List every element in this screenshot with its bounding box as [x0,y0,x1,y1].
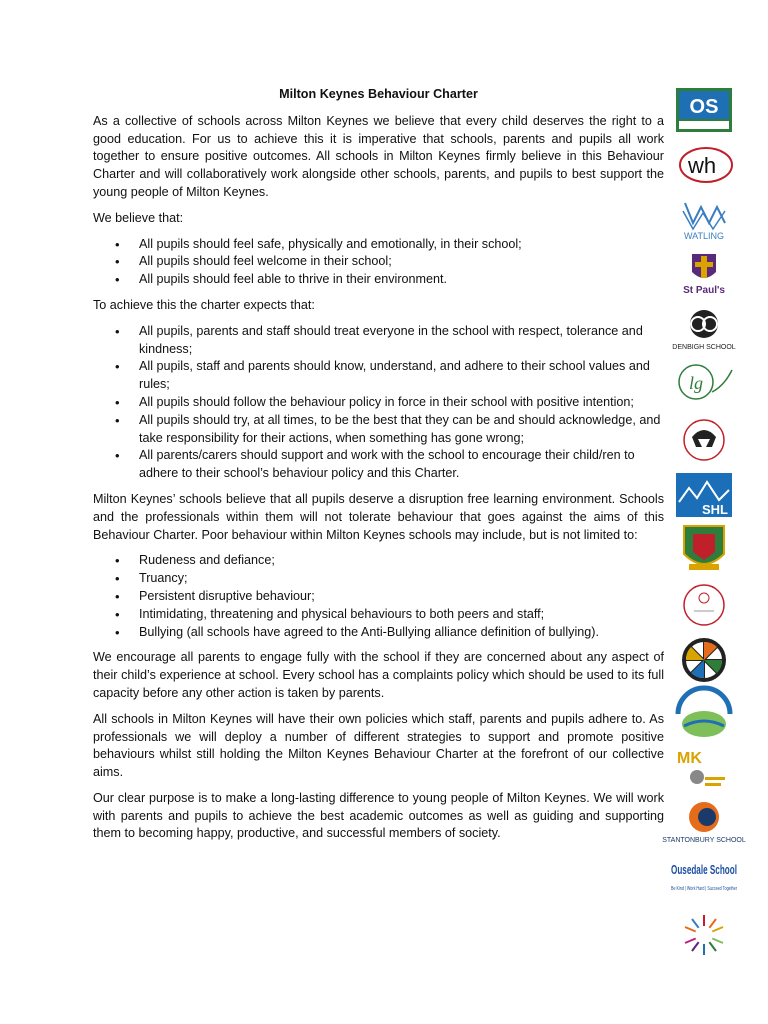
charter-text [93,86,664,851]
list-item: • All pupils should try, at all times, to be the best that they can be and should acknowledge, and take responsibility for their actions, when something has gone wrong; [139,412,664,448]
list-item: • All pupils, parents and staff should treat everyone in the school with respect, tolerance and kindness; [139,323,664,359]
oakgrove-logo [674,86,734,133]
stantonbury-logo [662,801,746,848]
ousedale-logo [671,856,738,903]
policies-paragraph: All schools in Milton Keynes will have their own policies which staff, parents and pupils adhere to. As professionals we will deploy a number of different strategies to support and promote positive behaviours whilst still holding the Milton Keynes Behaviour Charter at the forefront of our collective aims. [93,711,664,780]
list-item: • Bullying (all schools have agreed to the Anti-Bullying alliance definition of bullying). [139,624,664,642]
list-item: • All pupils should feel welcome in their school; [139,253,664,271]
svg-text:St Paul's: St Paul's [683,284,725,296]
we-believe-heading: We believe that: [93,210,184,225]
glebe-farm-logo [674,691,734,738]
colourful-ring-logo [674,911,734,958]
svg-text:Be Kind | Work Hard | Succeed: Be Kind | Work Hard | Succeed Together [671,885,738,892]
svg-text:STANTONBURY SCHOOL: STANTONBURY SCHOOL [662,836,746,844]
svg-text:lg: lg [688,372,704,393]
school-logos-column [662,86,746,966]
denbigh-logo [674,306,734,353]
list-item: • All parents/carers should support and work with the school to encourage their child/ren to adhere to their school’s behaviour policy and this Charter. [139,447,664,483]
mk-milton-keynes-academy-logo [674,746,734,793]
list-item: • Intimidating, threatening and physical behaviours to both peers and staff; [139,606,664,624]
list-item: • Persistent disruptive behaviour; [139,588,664,606]
page-title: Milton Keynes Behaviour Charter [279,87,478,101]
svg-text:wh: wh [687,152,717,178]
poor-behaviours-list [93,552,664,641]
beliefs-list [93,236,664,289]
expectations-list [93,323,664,483]
svg-text:OS: OS [689,95,719,118]
list-item: • All pupils, staff and parents should know, understand, and adhere to their school values and rules; [139,358,664,394]
svg-text:SHL: SHL [702,501,728,517]
list-item: • All pupils should feel safe, physically and emotionally, in their school; [139,236,664,254]
charter-expects-heading: To achieve this the charter expects that: [93,297,315,312]
encourage-paragraph: We encourage all parents to engage fully with the school if they are concerned about any aspect of their child’s experience at school. Every school has a complaints policy which should be used to its full capacity before any other action is taken by parents. [93,650,664,700]
svg-text:DENBIGH SCHOOL: DENBIGH SCHOOL [672,343,736,351]
shl-logo [674,471,734,518]
list-item: • All pupils should follow the behaviour policy in force in their school with positive intention; [139,394,664,412]
kents-hill-park-logo [674,581,734,628]
shenley-brook-end-logo [674,416,734,463]
hazeley-logo [674,526,734,573]
watling-logo [674,196,734,243]
list-item: • All pupils should feel able to thrive in their environment. [139,271,664,289]
purpose-paragraph: Our clear purpose is to make a long-lasting difference to young people of Milton Keynes. We will work with parents and pupils to achieve the best academic outcomes as well as guiding and supporting them to becoming happy, productive, and successful members of society. [93,790,664,841]
intro-paragraph: As a collective of schools across Milton Keynes we believe that every child deserves the right to a good education. For us to achieve this it is imperative that schools, parents and pupils all work together to ensure positive outcomes. All schools in Milton Keynes firmly believe in this Behaviour Charter and will collaboratively work alongside other schools, parents, and pupils to best support the young people of Milton Keynes. [93,113,664,199]
lg-logo [674,361,734,408]
walton-high-logo [674,141,734,188]
svg-text:MK: MK [677,749,702,767]
svg-text:Ousedale School: Ousedale School [671,861,737,877]
list-item: • Truancy; [139,570,664,588]
st-pauls-logo [674,251,734,298]
list-item: • Rudeness and defiance; [139,552,664,570]
disruption-paragraph: Milton Keynes’ schools believe that all pupils deserve a disruption free learning environment. Schools and the professionals within them will not tolerate behaviour that goes against the aims of this Behaviour Charter. Poor behaviour within Milton Keynes schools may include, but is not limited to: [93,491,664,542]
svg-text:WATLING: WATLING [684,230,724,241]
wheel-logo [674,636,734,683]
